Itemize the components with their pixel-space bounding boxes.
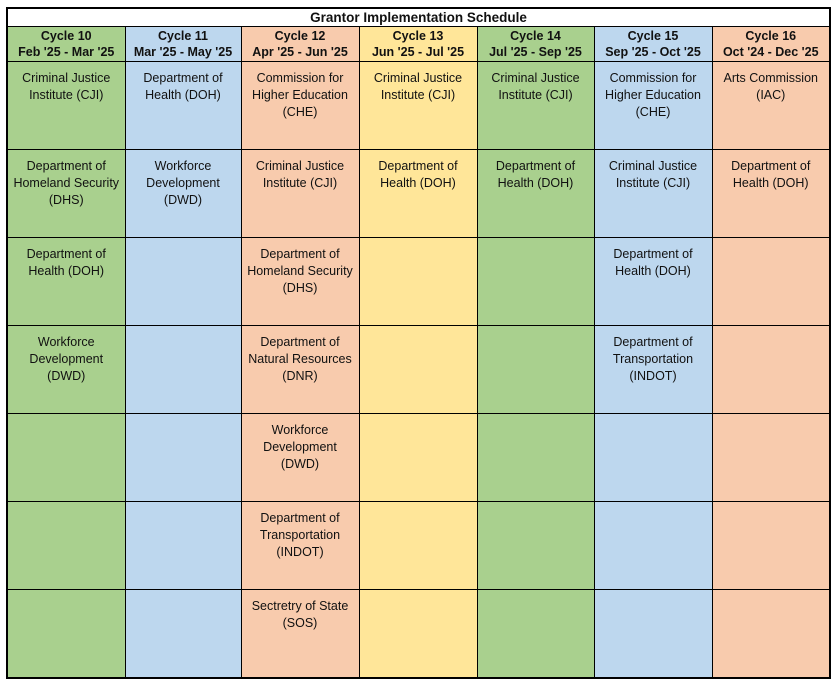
schedule-cell: Sectretry of State (SOS): [241, 590, 359, 679]
schedule-cell: [712, 590, 830, 679]
cycle-label: Cycle 10: [40, 29, 92, 43]
schedule-cell: Criminal Justice Institute (CJI): [477, 62, 594, 150]
sheet-title: Grantor Implementation Schedule: [7, 8, 830, 27]
schedule-cell: Department of Natural Resources (DNR): [241, 326, 359, 414]
schedule-cell: Criminal Justice Institute (CJI): [241, 150, 359, 238]
schedule-cell: Workforce Development (DWD): [125, 150, 241, 238]
schedule-cell: Department of Health (DOH): [7, 238, 125, 326]
table-row: [7, 238, 830, 326]
schedule-cell: [7, 502, 125, 590]
schedule-cell: [712, 414, 830, 502]
schedule-cell: [125, 590, 241, 679]
table-row: [7, 62, 830, 150]
table-row: [7, 414, 830, 502]
cycle-label: Cycle 13: [392, 29, 444, 43]
schedule-cell: [712, 326, 830, 414]
table-row: [7, 590, 830, 679]
schedule-cell: Department of Transportation (INDOT): [594, 326, 712, 414]
table-row: [7, 502, 830, 590]
cycle-label: Cycle 16: [745, 29, 797, 43]
cycle-header-10: [7, 27, 125, 62]
schedule-cell: Workforce Development (DWD): [241, 414, 359, 502]
schedule-cell: [125, 414, 241, 502]
cycle-header-13: [359, 27, 477, 62]
schedule-cell: [125, 326, 241, 414]
cycle-dates: Oct '24 - Dec '25: [722, 45, 819, 59]
schedule-cell: [477, 590, 594, 679]
schedule-cell: [7, 590, 125, 679]
cycle-dates: Mar '25 - May '25: [133, 45, 233, 59]
schedule-cell: Department of Transportation (INDOT): [241, 502, 359, 590]
cycle-dates: Jul '25 - Sep '25: [489, 45, 582, 59]
schedule-cell: [359, 326, 477, 414]
cycle-label: Cycle 15: [627, 29, 679, 43]
schedule-cell: Department of Health (DOH): [125, 62, 241, 150]
schedule-cell: [477, 238, 594, 326]
schedule-cell: Arts Commission (IAC): [712, 62, 830, 150]
schedule-table: [6, 7, 831, 679]
schedule-cell: [712, 238, 830, 326]
cycle-header-16: [712, 27, 830, 62]
schedule-cell: Department of Health (DOH): [359, 150, 477, 238]
schedule-cell: [594, 502, 712, 590]
cycle-dates: Apr '25 - Jun '25: [252, 45, 348, 59]
schedule-cell: [125, 238, 241, 326]
schedule-cell: Department of Health (DOH): [477, 150, 594, 238]
schedule-cell: Department of Homeland Security (DHS): [241, 238, 359, 326]
schedule-cell: Department of Homeland Security (DHS): [7, 150, 125, 238]
header-row: [7, 27, 830, 62]
table-row: [7, 326, 830, 414]
schedule-cell: Workforce Development (DWD): [7, 326, 125, 414]
schedule-cell: [125, 502, 241, 590]
schedule-cell: Criminal Justice Institute (CJI): [359, 62, 477, 150]
cycle-label: Cycle 14: [510, 29, 561, 43]
cycle-label: Cycle 12: [274, 29, 326, 43]
cycle-label: Cycle 11: [157, 29, 209, 43]
cycle-dates: Jun '25 - Jul '25: [371, 45, 465, 59]
schedule-cell: Commission for Higher Education (CHE): [241, 62, 359, 150]
schedule-cell: [477, 326, 594, 414]
schedule-cell: Criminal Justice Institute (CJI): [594, 150, 712, 238]
schedule-cell: [712, 502, 830, 590]
schedule-cell: [7, 414, 125, 502]
schedule-cell: [594, 414, 712, 502]
cycle-header-12: [241, 27, 359, 62]
cycle-header-11: [125, 27, 241, 62]
schedule-cell: [359, 590, 477, 679]
schedule-cell: Department of Health (DOH): [594, 238, 712, 326]
cycle-dates: Feb '25 - Mar '25: [18, 45, 115, 59]
schedule-cell: [359, 414, 477, 502]
schedule-cell: Criminal Justice Institute (CJI): [7, 62, 125, 150]
schedule-cell: [359, 502, 477, 590]
table-row: [7, 150, 830, 238]
schedule-cell: [477, 414, 594, 502]
schedule-cell: [477, 502, 594, 590]
schedule-cell: [359, 238, 477, 326]
cycle-header-14: [477, 27, 594, 62]
cycle-header-15: [594, 27, 712, 62]
cycle-dates: Sep '25 - Oct '25: [605, 45, 701, 59]
schedule-cell: [594, 590, 712, 679]
schedule-cell: Commission for Higher Education (CHE): [594, 62, 712, 150]
schedule-cell: Department of Health (DOH): [712, 150, 830, 238]
